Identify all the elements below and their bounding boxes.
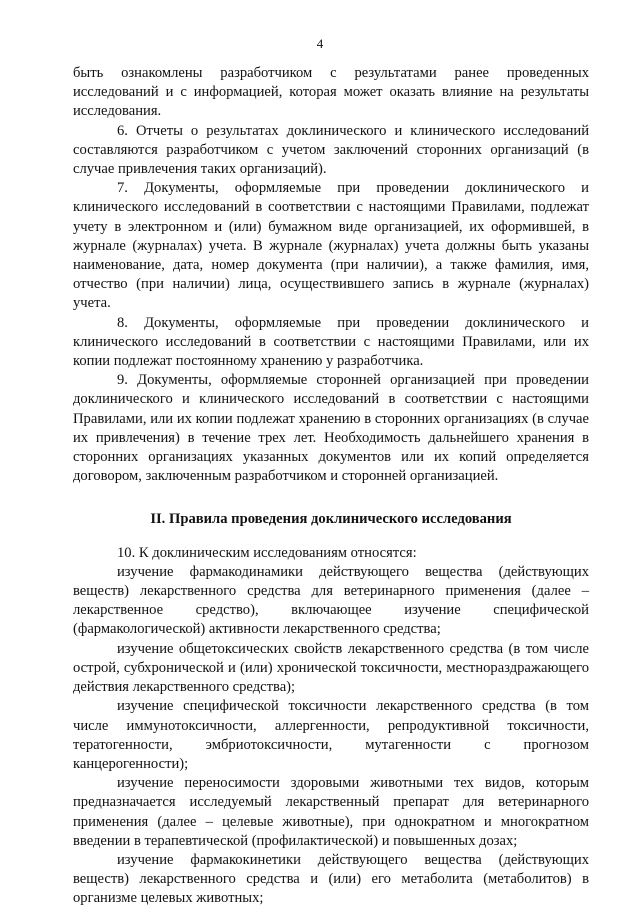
paragraph-10: 10. К доклиническим исследованиям относятся: bbox=[117, 544, 417, 561]
paragraph-continuation: быть ознакомлены разработчиком с результатами ранее проведенных исследований и с информацией, которая может оказать влияние на результаты исследования. bbox=[73, 65, 589, 120]
page-number: 4 bbox=[316, 36, 324, 51]
paragraph-9: 9. Документы, оформляемые сторонней организацией при проведении доклинического и клинического исследований в соответствии с настоящими Правилами, или их копии подлежат хранению в сторонних организациях (в случае их привлечения) в течение трех лет. Необходимость дальнейшего хранения в сторонних организациях указанных документов или их копий определяется договором, заключенным разработчиком и сторонней организацией. bbox=[73, 372, 589, 485]
paragraph-6: 6. Отчеты о результатах доклинического и клинического исследований составляются разработчиком с учетом заключений сторонних организаций (в случае привлечения таких организаций). bbox=[73, 122, 589, 178]
paragraph-10-item-pharmacokinetics: изучение фармакокинетики действующего вещества (действующих веществ) лекарственного средства и (или) его метаболита (метаболитов) в организме целевых животных; bbox=[73, 851, 589, 907]
paragraph-10-item-pharmacodynamics: изучение фармакодинамики действующего вещества (действующих веществ) лекарственного средства для ветеринарного применения (далее – лекарственное средство), включающее изучение специфической (фармакологической) активности лекарственного средства; bbox=[73, 563, 589, 638]
section-heading: II. Правила проведения доклинического исследования bbox=[150, 511, 512, 528]
paragraph-10-item-specific-toxicity: изучение специфической токсичности лекарственного средства (в том числе иммунотоксичности, аллергенности, репродуктивной токсичности, тератогенности, эмбриотоксичности, мутагенности с прогнозом канцерогенности); bbox=[73, 698, 589, 772]
paragraph-10-item-tolerability: изучение переносимости здоровыми животными тех видов, которым предназначается исследуемый лекарственный препарат для ветеринарного применения (далее – целевые животные), при однократном и многократном введении в терапевтической (профилактической) и повышенных дозах; bbox=[73, 775, 589, 849]
paragraph-10-item-general-toxicity: изучение общетоксических свойств лекарственного средства (в том числе острой, субхронической и (или) хронической токсичности, местнораздражающего действия лекарственного средства); bbox=[73, 640, 589, 696]
paragraph-7: 7. Документы, оформляемые при проведении доклинического и клинического исследований в соответствии с настоящими Правилами, подлежат учету в электронном и (или) бумажном виде организацией, их оформившей, в журнале (журналах) учета. В журнале (журналах) учета должны быть указаны наименование, дата, номер документа (при наличии), а также фамилия, имя, отчество (при наличии) лица, осуществившего запись в журнале (журналах) учета. bbox=[73, 180, 589, 312]
paragraph-8: 8. Документы, оформляемые при проведении доклинического и клинического исследований в соответствии с настоящими Правилами, или их копии подлежат постоянному хранению у разработчика. bbox=[73, 314, 589, 370]
document-body bbox=[73, 64, 589, 909]
